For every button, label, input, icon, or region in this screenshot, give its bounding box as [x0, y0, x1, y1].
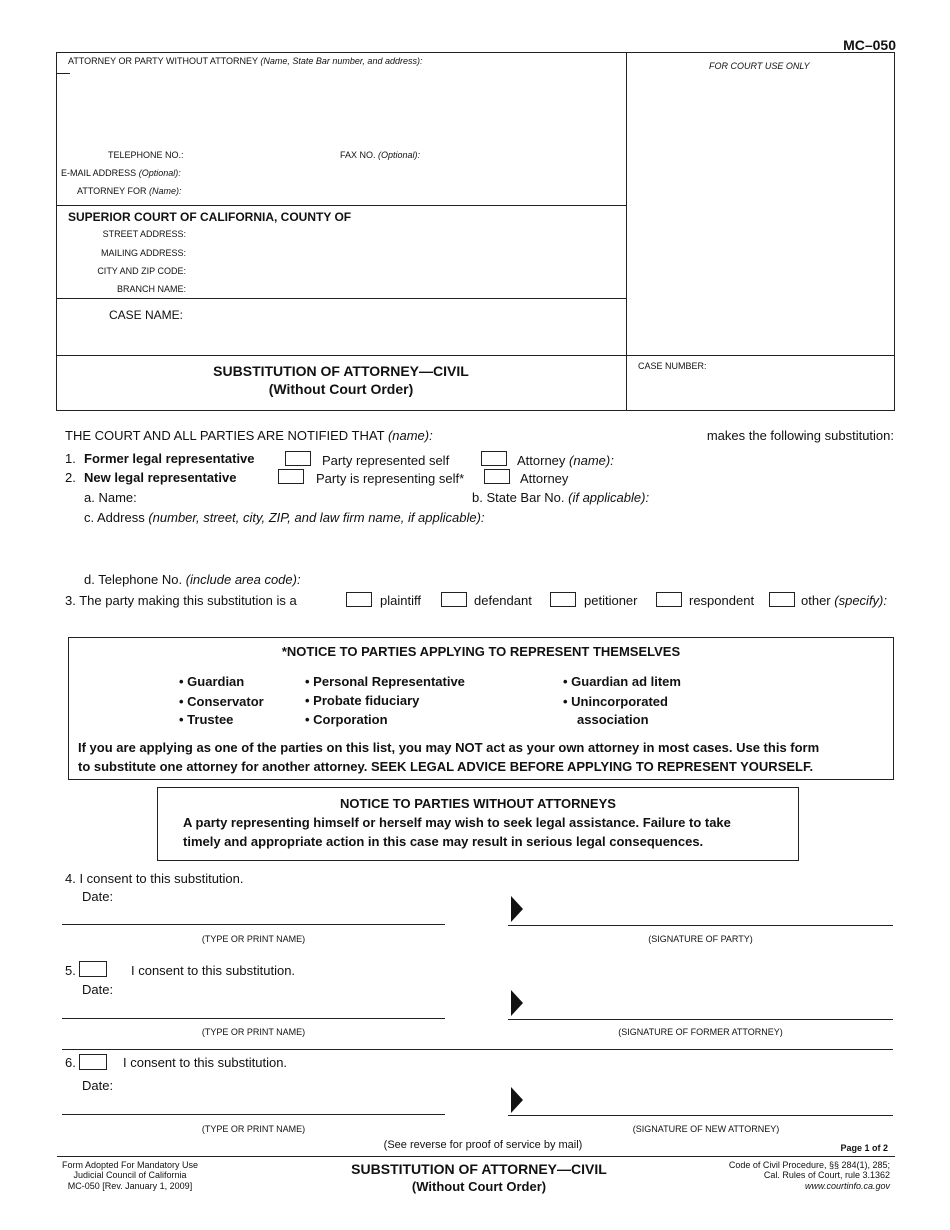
consent-former-label: I consent to this substitution. — [131, 963, 296, 978]
adopted-line: Form Adopted For Mandatory Use — [61, 1160, 199, 1170]
court-title: SUPERIOR COURT OF CALIFORNIA, COUNTY OF — [68, 210, 352, 224]
signature-new-caption: (SIGNATURE OF NEW ATTORNEY) — [632, 1124, 780, 1134]
signature-arrow-icon — [511, 990, 523, 1016]
print-name-line[interactable] — [62, 924, 445, 925]
petitioner-checkbox[interactable] — [550, 592, 576, 607]
other-label: other (specify): — [801, 593, 887, 608]
signature-party-caption: (SIGNATURE OF PARTY) — [648, 934, 753, 944]
consent-new-label: I consent to this substitution. — [123, 1055, 288, 1070]
website-link[interactable]: www.courtinfo.ca.gov — [804, 1181, 890, 1191]
former-attorney-checkbox[interactable] — [481, 451, 507, 466]
item6-number: 6. — [65, 1055, 76, 1070]
fax-label: FAX NO. (Optional): — [340, 150, 421, 160]
print-name-caption: (TYPE OR PRINT NAME) — [201, 1124, 306, 1134]
form-subtitle: (Without Court Order) — [268, 381, 414, 397]
signature-line[interactable] — [508, 925, 893, 926]
name-field-label: a. Name: — [84, 490, 137, 505]
notice1-text: If you are applying as one of the parties on this list, you may NOT act as your own attorney in most cases. Use this form — [78, 740, 820, 755]
party-representing-self-label: Party is representing self* — [316, 471, 465, 486]
party-represented-self-checkbox[interactable] — [285, 451, 311, 466]
print-name-caption: (TYPE OR PRINT NAME) — [201, 934, 306, 944]
divider — [56, 205, 627, 206]
item5-number: 5. — [65, 963, 76, 978]
vertical-divider — [626, 52, 627, 411]
notice1-item: • Trustee — [179, 712, 234, 727]
code-citation: Cal. Rules of Court, rule 3.1362 — [763, 1170, 890, 1180]
divider — [62, 1049, 893, 1050]
mailing-label: MAILING ADDRESS: — [100, 248, 186, 258]
notice1-item: • Corporation — [305, 712, 388, 727]
new-attorney-consent-checkbox[interactable] — [79, 1054, 107, 1070]
date-label: Date: — [82, 982, 114, 997]
notice1-item: • Personal Representative — [305, 674, 465, 689]
form-title: SUBSTITUTION OF ATTORNEY—CIVIL — [213, 363, 469, 379]
plaintiff-label: plaintiff — [380, 593, 421, 608]
respondent-label: respondent — [689, 593, 755, 608]
former-attorney-label: Attorney (name): — [517, 453, 614, 468]
adopted-line: Judicial Council of California — [73, 1170, 187, 1180]
notice1-item: • Guardian ad litem — [563, 674, 681, 689]
print-name-line[interactable] — [62, 1018, 445, 1019]
notice1-item: • Conservator — [179, 694, 264, 709]
notice1-item: association — [577, 712, 649, 727]
item2-number: 2. — [65, 470, 76, 485]
tick-mark — [56, 73, 70, 74]
email-label: E-MAIL ADDRESS (Optional): — [61, 168, 181, 178]
former-attorney-consent-checkbox[interactable] — [79, 961, 107, 977]
code-citation: Code of Civil Procedure, §§ 284(1), 285; — [728, 1160, 890, 1170]
notified-line: THE COURT AND ALL PARTIES ARE NOTIFIED THAT (name): — [65, 428, 433, 443]
item2-label: New legal representative — [84, 470, 237, 485]
print-name-line[interactable] — [62, 1114, 445, 1115]
makes-substitution: makes the following substitution: — [706, 428, 894, 443]
party-representing-self-checkbox[interactable] — [278, 469, 304, 484]
divider — [56, 298, 627, 299]
notice1-item: • Unincorporated — [563, 694, 668, 709]
respondent-checkbox[interactable] — [656, 592, 682, 607]
notice1-item: • Guardian — [179, 674, 245, 689]
defendant-label: defendant — [474, 593, 532, 608]
street-label: STREET ADDRESS: — [102, 229, 186, 239]
date-label: Date: — [82, 889, 114, 904]
item1-number: 1. — [65, 451, 76, 466]
branch-label: BRANCH NAME: — [116, 284, 186, 294]
print-name-caption: (TYPE OR PRINT NAME) — [201, 1027, 306, 1037]
signature-line[interactable] — [508, 1115, 893, 1116]
form-id: MC–050 — [843, 37, 896, 53]
adopted-line: MC-050 [Rev. January 1, 2009] — [67, 1181, 193, 1191]
attorney-label: ATTORNEY OR PARTY WITHOUT ATTORNEY (Name, State Bar number, and address): — [68, 56, 423, 66]
address-label: c. Address (number, street, city, ZIP, and law firm name, if applicable): — [84, 510, 485, 525]
footer-rule — [57, 1156, 895, 1157]
defendant-checkbox[interactable] — [441, 592, 467, 607]
notice2-text: A party representing himself or herself may wish to seek legal assistance. Failure to take — [183, 815, 731, 830]
item3-label: 3. The party making this substitution is a — [65, 593, 297, 608]
petitioner-label: petitioner — [584, 593, 638, 608]
state-bar-label: b. State Bar No. (if applicable): — [472, 490, 650, 505]
footer-subtitle: (Without Court Order) — [411, 1179, 547, 1194]
consent-party-label: 4. I consent to this substitution. — [65, 871, 244, 886]
item1-label: Former legal representative — [84, 451, 255, 466]
telephone-label: TELEPHONE NO.: — [108, 150, 184, 160]
notice2-text: timely and appropriate action in this case may result in serious legal consequences. — [183, 834, 704, 849]
plaintiff-checkbox[interactable] — [346, 592, 372, 607]
notice1-text: to substitute one attorney for another attorney. SEEK LEGAL ADVICE BEFORE APPLYING TO REPRESENT YOURSELF. — [78, 759, 814, 774]
telephone-field-label: d. Telephone No. (include area code): — [84, 572, 301, 587]
see-reverse-note: (See reverse for proof of service by mail) — [383, 1139, 583, 1151]
notice1-item: • Probate fiduciary — [305, 693, 420, 708]
notice2-title: NOTICE TO PARTIES WITHOUT ATTORNEYS — [340, 796, 616, 811]
other-checkbox[interactable] — [769, 592, 795, 607]
footer-title: SUBSTITUTION OF ATTORNEY—CIVIL — [351, 1161, 607, 1177]
city-label: CITY AND ZIP CODE: — [97, 266, 186, 276]
page-number: Page 1 of 2 — [840, 1143, 888, 1153]
date-label: Date: — [82, 1078, 114, 1093]
new-attorney-checkbox[interactable] — [484, 469, 510, 484]
attorney-for-label: ATTORNEY FOR (Name): — [77, 186, 182, 196]
divider — [56, 355, 895, 356]
signature-former-caption: (SIGNATURE OF FORMER ATTORNEY) — [618, 1027, 783, 1037]
notice1-title: *NOTICE TO PARTIES APPLYING TO REPRESENT THEMSELVES — [281, 644, 681, 659]
court-use-label: FOR COURT USE ONLY — [709, 61, 810, 71]
case-number-label: CASE NUMBER: — [638, 361, 707, 371]
party-represented-self-label: Party represented self — [322, 453, 450, 468]
new-attorney-label: Attorney — [520, 471, 569, 486]
case-name-label: CASE NAME: — [109, 308, 184, 322]
signature-line[interactable] — [508, 1019, 893, 1020]
signature-arrow-icon — [511, 1087, 523, 1113]
signature-arrow-icon — [511, 896, 523, 922]
